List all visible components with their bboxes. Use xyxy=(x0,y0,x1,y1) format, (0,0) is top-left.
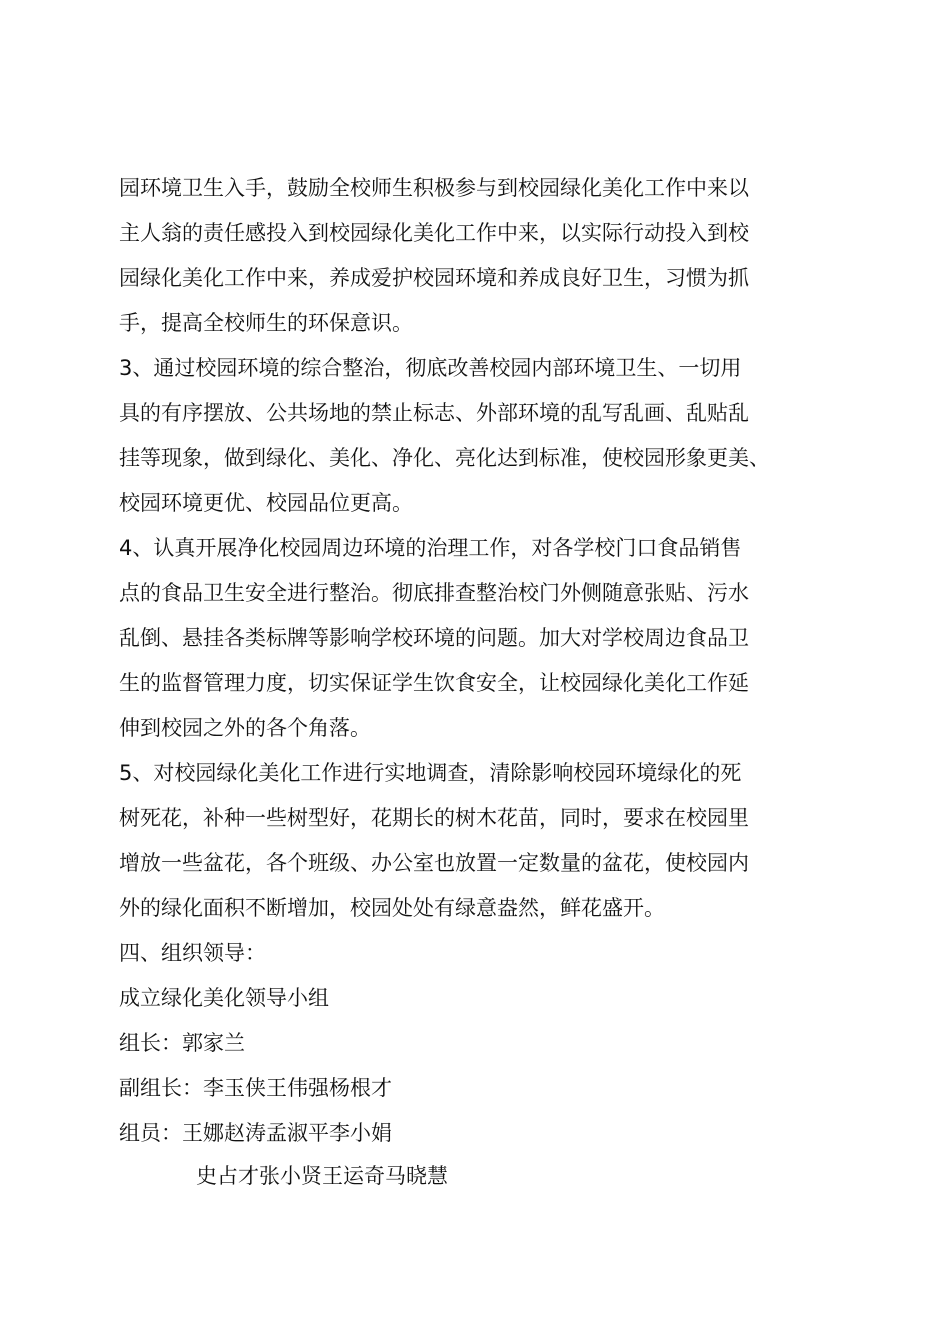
item-3-line: 校园环境更优、校园品位更高。 xyxy=(119,491,413,515)
item-4-line: 伸到校园之外的各个角落。 xyxy=(119,716,371,740)
deputy-leaders-line: 副组长：李玉侠王伟强杨根才 xyxy=(119,1076,392,1100)
item-4-line: 4、认真开展净化校园周边环境的治理工作，对各学校门口食品销售 xyxy=(119,536,742,560)
group-title: 成立绿化美化领导小组 xyxy=(119,986,329,1010)
item-4-line: 生的监督管理力度，切实保证学生饮食安全，让校园绿化美化工作延 xyxy=(119,671,749,695)
item-3-line: 具的有序摆放、公共场地的禁止标志、外部环境的乱写乱画、乱贴乱 xyxy=(119,401,749,425)
item-3-line: 挂等现象，做到绿化、美化、净化、亮化达到标准，使校园形象更美、 xyxy=(119,446,770,470)
leader-line: 组长：郭家兰 xyxy=(119,1031,245,1055)
item-3-line: 3、通过校园环境的综合整治，彻底改善校园内部环境卫生、一切用 xyxy=(119,356,742,380)
paragraph-line: 园环境卫生入手，鼓励全校师生积极参与到校园绿化美化工作中来以 xyxy=(119,176,749,200)
paragraph-line: 园绿化美化工作中来，养成爱护校园环境和养成良好卫生，习惯为抓 xyxy=(119,266,749,290)
item-5-line: 外的绿化面积不断增加，校园处处有绿意盎然，鲜花盛开。 xyxy=(119,896,665,920)
members-line: 组员：王娜赵涛孟淑平李小娟 xyxy=(119,1121,392,1145)
item-4-line: 点的食品卫生安全进行整治。彻底排查整治校门外侧随意张贴、污水 xyxy=(119,581,749,605)
item-5-line: 树死花，补种一些树型好，花期长的树木花苗，同时，要求在校园里 xyxy=(119,806,749,830)
paragraph-line: 手，提高全校师生的环保意识。 xyxy=(119,311,413,335)
section-heading: 四、组织领导： xyxy=(119,941,266,965)
paragraph-line: 主人翁的责任感投入到校园绿化美化工作中来，以实际行动投入到校 xyxy=(119,221,749,245)
item-4-line: 乱倒、悬挂各类标牌等影响学校环境的问题。加大对学校周边食品卫 xyxy=(119,626,749,650)
item-5-line: 5、对校园绿化美化工作进行实地调查，清除影响校园环境绿化的死 xyxy=(119,761,742,785)
item-5-line: 增放一些盆花，各个班级、办公室也放置一定数量的盆花，使校园内 xyxy=(119,851,749,875)
members-line-continued: 史占才张小贤王运奇马晓慧 xyxy=(196,1164,448,1188)
